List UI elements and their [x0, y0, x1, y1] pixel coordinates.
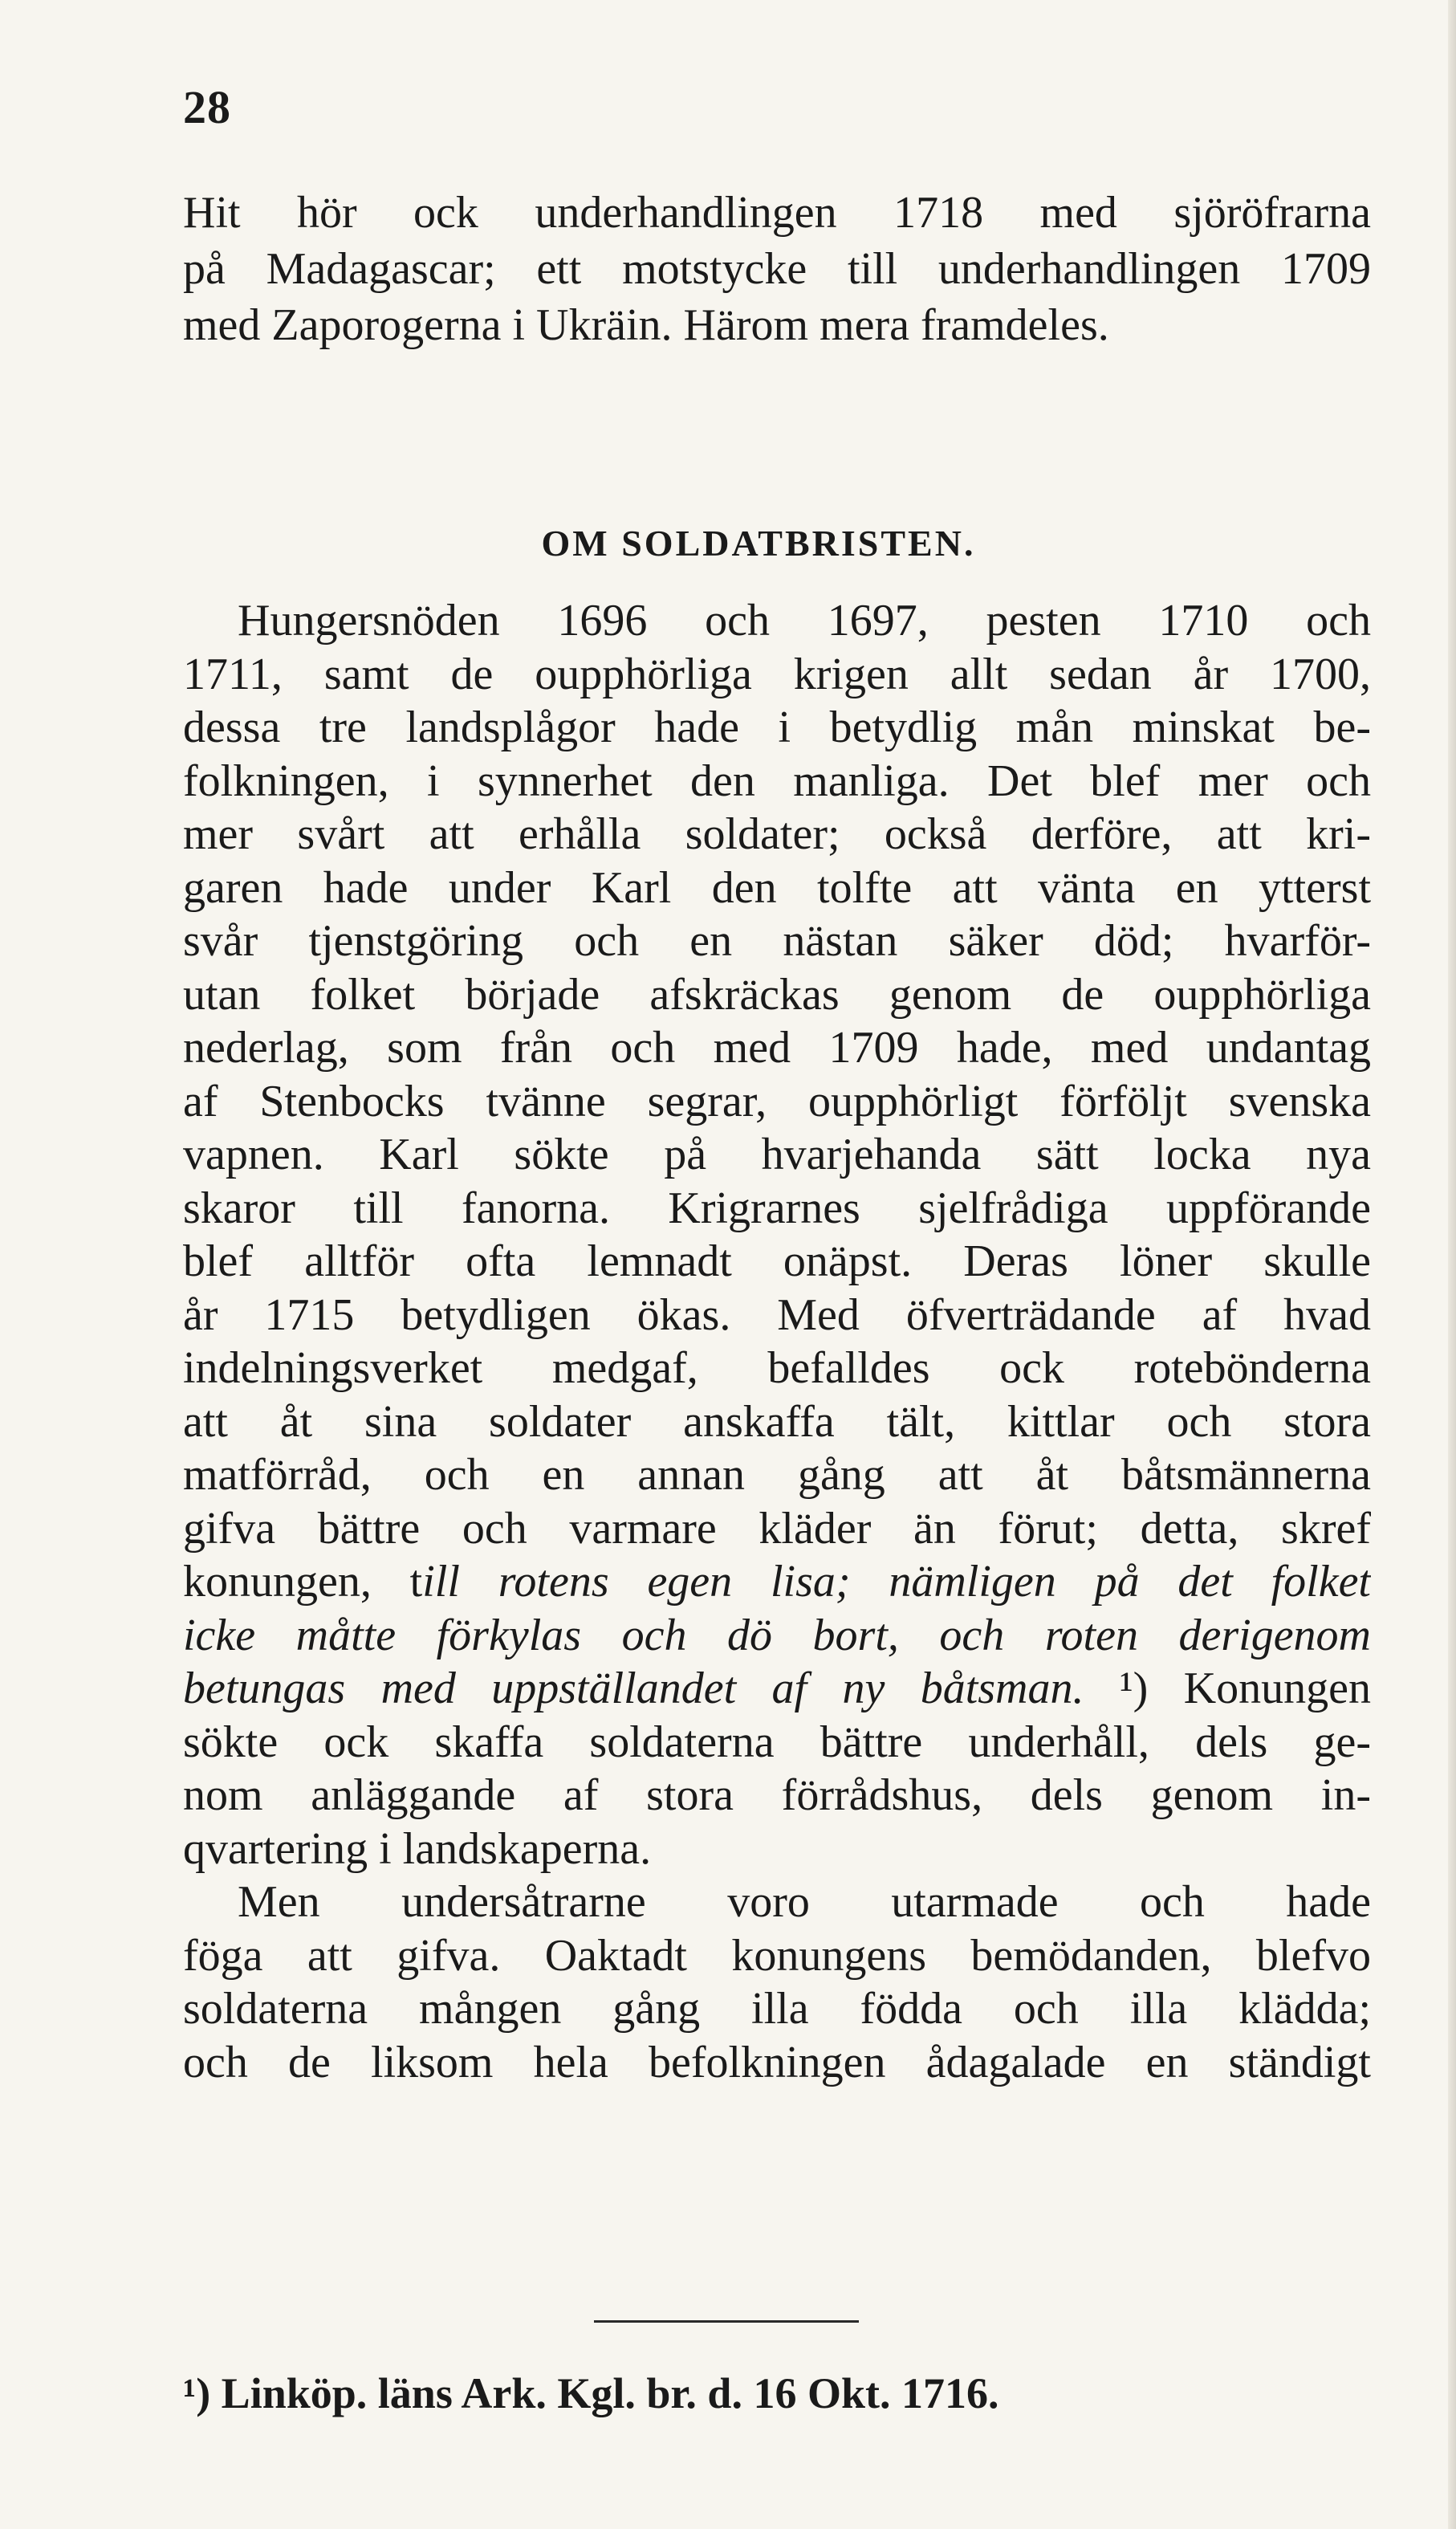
- body-line: konungen, till rotens egen lisa; nämligen på det folket: [183, 1557, 1371, 1607]
- body-paragraphs: [183, 594, 1371, 2089]
- body-line: föga att gifva. Oaktadt konungens bemödanden, blefvo: [183, 1930, 1371, 1981]
- footnote-rule: [594, 2320, 859, 2323]
- body-line: qvartering i landskaperna.: [183, 1823, 652, 1874]
- body-line: folkningen, i synnerhet den manliga. Det blef mer och: [183, 755, 1371, 806]
- body-line: utan folket började afskräckas genom de oupphörliga: [183, 969, 1371, 1020]
- body-line: svår tjenstgöring och en nästan säker död; hvarför-: [183, 916, 1371, 966]
- body-line: vapnen. Karl sökte på hvarjehanda sätt locka nya: [183, 1130, 1371, 1179]
- body-line: indelningsverket medgaf, befalldes ock rotebönderna: [183, 1343, 1371, 1393]
- page-edge: [1448, 0, 1456, 2529]
- body-line: icke måtte förkylas och dö bort, och roten derigenom: [183, 1610, 1371, 1660]
- body-line: dessa tre landsplågor hade i betydlig mån minskat be-: [183, 702, 1371, 752]
- body-line: af Stenbocks tvänne segrar, oupphörligt förföljt svenska: [183, 1076, 1371, 1126]
- body-line: mer svårt att erhålla soldater; också derföre, att kri-: [183, 809, 1371, 859]
- body-line: gifva bättre och varmare kläder än förut; detta, skref: [183, 1503, 1371, 1554]
- body-line: 1711, samt de oupphörliga krigen allt sedan år 1700,: [183, 649, 1371, 699]
- body-line: blef alltför ofta lemnadt onäpst. Deras löner skulle: [183, 1236, 1371, 1286]
- page-number: 28: [183, 81, 231, 133]
- body-line: år 1715 betydligen ökas. Med öfverträdande af hvad: [183, 1289, 1371, 1340]
- body-line: och de liksom hela befolkningen ådagalade en ständigt: [183, 2037, 1371, 2087]
- intro-line: på Madagascar; ett motstycke till underhandlingen 1709: [183, 244, 1371, 294]
- body-line: matförråd, och en annan gång att åt båtsmännerna: [183, 1450, 1371, 1500]
- section-heading: OM SOLDATBRISTEN.: [541, 523, 976, 564]
- body-line: sökte ock skaffa soldaterna bättre underhåll, dels ge-: [183, 1717, 1371, 1767]
- body-line: Men undersåtrarne voro utarmade och hade: [238, 1877, 1371, 1927]
- intro-line: Hit hör ock underhandlingen 1718 med sjöröfrarna: [183, 188, 1371, 238]
- intro-paragraph: [183, 185, 1371, 353]
- body-line: skaror till fanorna. Krigrarnes sjelfrådiga uppförande: [183, 1183, 1371, 1233]
- intro-line: med Zaporogerna i Ukräin. Härom mera framdeles.: [183, 300, 1109, 350]
- footnote: ¹) Linköp. läns Ark. Kgl. br. d. 16 Okt. 1716.: [183, 2369, 999, 2417]
- body-line: garen hade under Karl den tolfte att vänta en ytterst: [183, 862, 1371, 913]
- body-line: betungas med uppställandet af ny båtsman. ¹) Konungen: [183, 1664, 1371, 1713]
- body-line: Hungersnöden 1696 och 1697, pesten 1710 och: [238, 596, 1371, 645]
- body-line: soldaterna mången gång illa födda och illa klädda;: [183, 1984, 1371, 2034]
- body-line: nederlag, som från och med 1709 hade, med undantag: [183, 1023, 1371, 1073]
- body-line: nom anläggande af stora förrådshus, dels genom in-: [183, 1770, 1371, 1820]
- body-line: att åt sina soldater anskaffa tält, kittlar och stora: [183, 1396, 1371, 1447]
